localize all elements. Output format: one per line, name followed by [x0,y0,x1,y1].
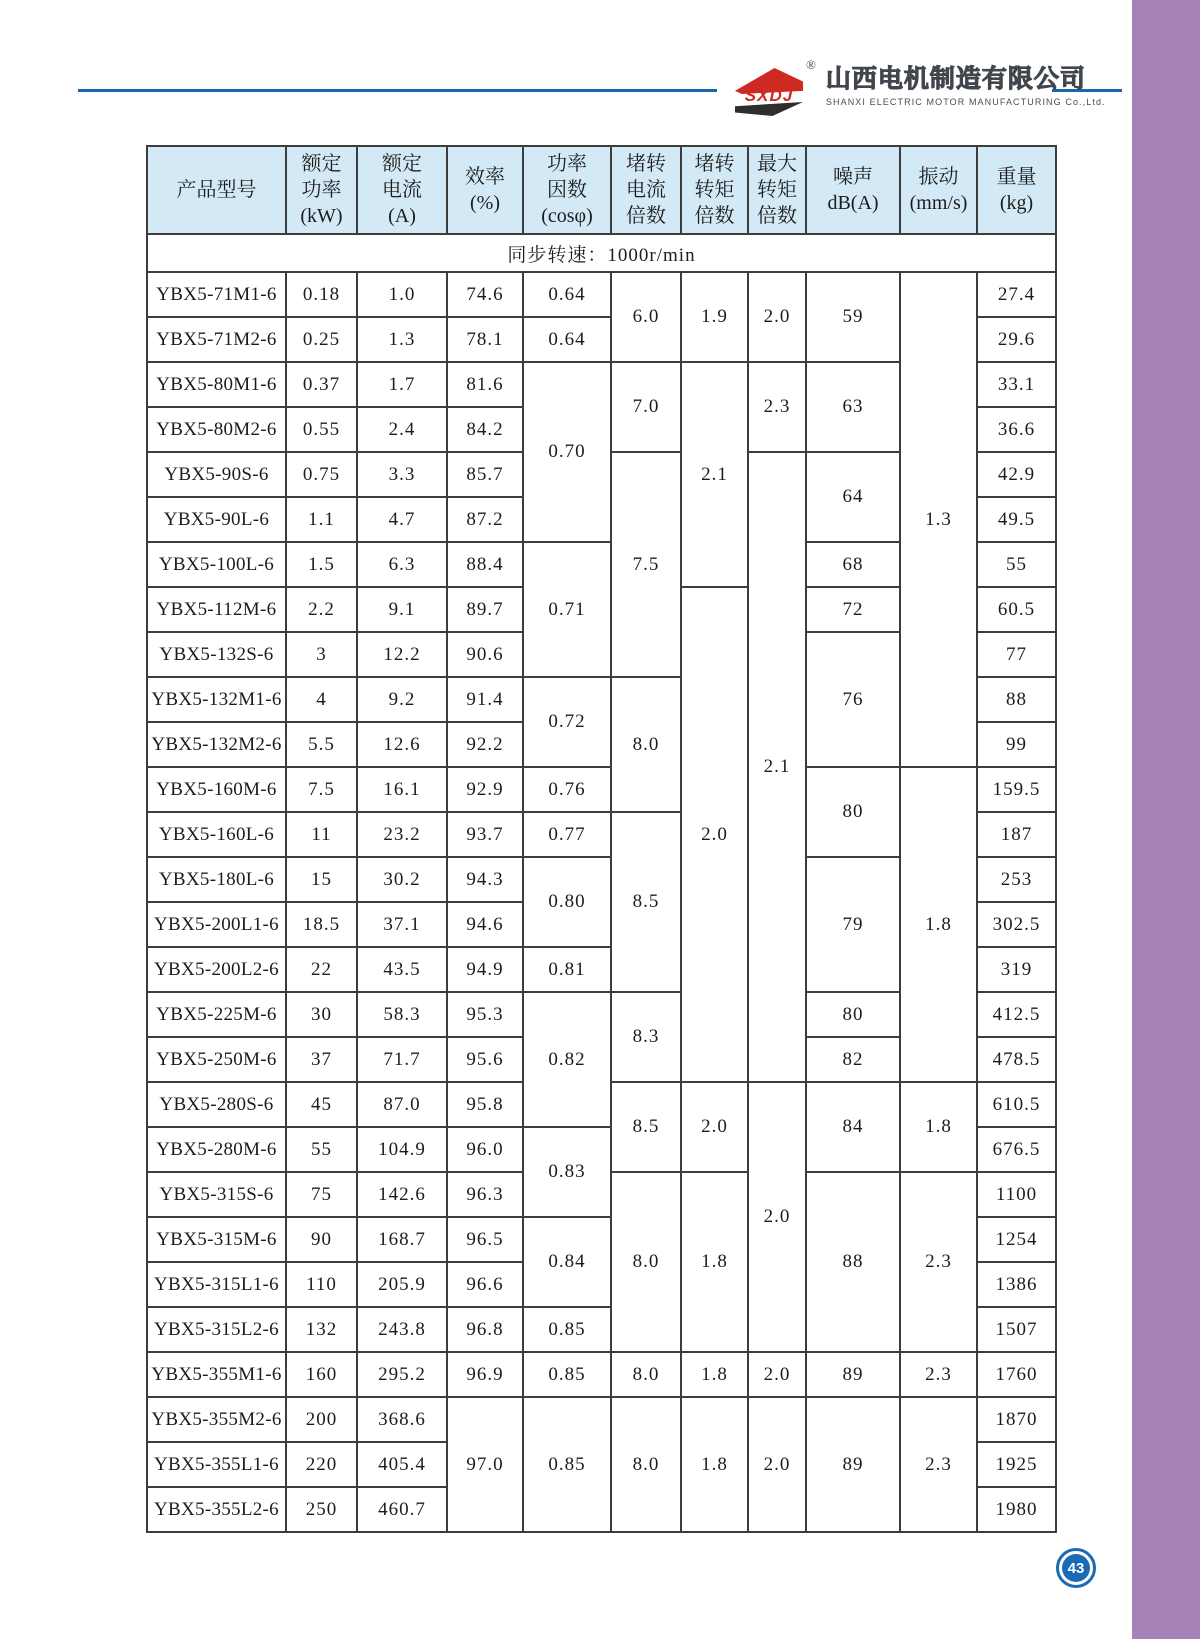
cell-weight: 159.5 [977,767,1056,812]
cell-current: 16.1 [357,767,447,812]
cell-locked_rotor_current_ratio: 8.0 [611,677,681,812]
cell-weight: 29.6 [977,317,1056,362]
cell-weight: 302.5 [977,902,1056,947]
cell-power: 37 [286,1037,357,1082]
cell-current: 9.1 [357,587,447,632]
cell-max_torque_ratio: 2.0 [748,1082,806,1352]
cell-power: 200 [286,1397,357,1442]
cell-model: YBX5-100L-6 [147,542,286,587]
cell-power: 0.55 [286,407,357,452]
cell-current: 142.6 [357,1172,447,1217]
cell-locked_rotor_torque_ratio: 1.8 [681,1172,748,1352]
cell-power: 3 [286,632,357,677]
company-name-cn: 山西电机制造有限公司 [825,65,1086,93]
cell-weight: 1100 [977,1172,1056,1217]
cell-power: 220 [286,1442,357,1487]
col-header-current: 额定 电流 (A) [357,146,447,234]
col-header-power: 额定 功率 (kW) [286,146,357,234]
cell-efficiency: 74.6 [447,272,523,317]
cell-efficiency: 90.6 [447,632,523,677]
cell-power_factor: 0.80 [523,857,611,947]
cell-efficiency: 94.6 [447,902,523,947]
company-logo [735,58,1106,120]
cell-weight: 412.5 [977,992,1056,1037]
cell-model: YBX5-80M1-6 [147,362,286,407]
motor-spec-table [146,145,1057,1533]
cell-model: YBX5-90S-6 [147,452,286,497]
cell-efficiency: 93.7 [447,812,523,857]
cell-efficiency: 84.2 [447,407,523,452]
cell-power_factor: 0.84 [523,1217,611,1307]
cell-efficiency: 87.2 [447,497,523,542]
cell-max_torque_ratio: 2.0 [748,1397,806,1532]
cell-power_factor: 0.76 [523,767,611,812]
table-row [147,767,1056,812]
cell-weight: 60.5 [977,587,1056,632]
col-header-weight: 重量 (kg) [977,146,1056,234]
cell-power: 75 [286,1172,357,1217]
cell-model: YBX5-355M2-6 [147,1397,286,1442]
cell-model: YBX5-315L1-6 [147,1262,286,1307]
cell-current: 104.9 [357,1127,447,1172]
cell-locked_rotor_torque_ratio: 1.8 [681,1352,748,1397]
cell-weight: 49.5 [977,497,1056,542]
cell-weight: 55 [977,542,1056,587]
cell-model: YBX5-355M1-6 [147,1352,286,1397]
cell-current: 12.6 [357,722,447,767]
cell-model: YBX5-132M1-6 [147,677,286,722]
cell-weight: 676.5 [977,1127,1056,1172]
cell-power_factor: 0.70 [523,362,611,542]
cell-efficiency: 96.3 [447,1172,523,1217]
cell-power_factor: 0.71 [523,542,611,677]
cell-model: YBX5-250M-6 [147,1037,286,1082]
cell-power_factor: 0.64 [523,317,611,362]
cell-model: YBX5-132S-6 [147,632,286,677]
cell-model: YBX5-71M1-6 [147,272,286,317]
cell-current: 6.3 [357,542,447,587]
purple-side-band [1132,0,1200,1639]
cell-model: YBX5-71M2-6 [147,317,286,362]
cell-noise: 63 [806,362,900,452]
header-rule-left [78,89,717,92]
cell-weight: 1925 [977,1442,1056,1487]
cell-current: 43.5 [357,947,447,992]
cell-power_factor: 0.85 [523,1397,611,1532]
cell-efficiency: 97.0 [447,1397,523,1532]
cell-noise: 80 [806,992,900,1037]
cell-efficiency: 78.1 [447,317,523,362]
cell-locked_rotor_current_ratio: 7.5 [611,452,681,677]
cell-current: 2.4 [357,407,447,452]
cell-current: 243.8 [357,1307,447,1352]
col-header-model: 产品型号 [147,146,286,234]
cell-locked_rotor_current_ratio: 8.5 [611,812,681,992]
page-number: 43 [1062,1554,1090,1582]
cell-max_torque_ratio: 2.0 [748,272,806,362]
cell-model: YBX5-80M2-6 [147,407,286,452]
cell-efficiency: 96.0 [447,1127,523,1172]
table-row [147,272,1056,317]
cell-vibration: 1.3 [900,272,977,767]
cell-noise: 88 [806,1172,900,1352]
cell-noise: 89 [806,1352,900,1397]
cell-current: 460.7 [357,1487,447,1532]
cell-current: 1.7 [357,362,447,407]
cell-efficiency: 94.9 [447,947,523,992]
cell-vibration: 1.8 [900,767,977,1082]
cell-model: YBX5-90L-6 [147,497,286,542]
cell-model: YBX5-225M-6 [147,992,286,1037]
cell-efficiency: 96.8 [447,1307,523,1352]
speed-subtitle: 同步转速：1000r/min [147,234,1056,272]
cell-efficiency: 92.9 [447,767,523,812]
cell-locked_rotor_current_ratio: 6.0 [611,272,681,362]
cell-current: 4.7 [357,497,447,542]
cell-max_torque_ratio: 2.1 [748,452,806,1082]
cell-power: 5.5 [286,722,357,767]
cell-weight: 27.4 [977,272,1056,317]
cell-weight: 1507 [977,1307,1056,1352]
cell-weight: 99 [977,722,1056,767]
cell-weight: 36.6 [977,407,1056,452]
cell-current: 87.0 [357,1082,447,1127]
cell-efficiency: 96.6 [447,1262,523,1307]
cell-noise: 76 [806,632,900,767]
cell-noise: 79 [806,857,900,992]
cell-model: YBX5-160M-6 [147,767,286,812]
cell-locked_rotor_torque_ratio: 2.1 [681,362,748,587]
cell-power: 55 [286,1127,357,1172]
cell-power: 132 [286,1307,357,1352]
cell-efficiency: 85.7 [447,452,523,497]
cell-vibration: 2.3 [900,1352,977,1397]
cell-model: YBX5-280M-6 [147,1127,286,1172]
col-header-efficiency: 效率 (%) [447,146,523,234]
cell-weight: 187 [977,812,1056,857]
cell-vibration: 1.8 [900,1082,977,1172]
cell-current: 23.2 [357,812,447,857]
cell-model: YBX5-315M-6 [147,1217,286,1262]
cell-current: 71.7 [357,1037,447,1082]
cell-power: 250 [286,1487,357,1532]
cell-power: 4 [286,677,357,722]
page-number-badge [1056,1548,1096,1588]
col-header-locked_rotor_current_ratio: 堵转 电流 倍数 [611,146,681,234]
cell-efficiency: 88.4 [447,542,523,587]
cell-model: YBX5-112M-6 [147,587,286,632]
cell-power: 110 [286,1262,357,1307]
cell-power_factor: 0.77 [523,812,611,857]
cell-power: 15 [286,857,357,902]
cell-power: 30 [286,992,357,1037]
cell-efficiency: 94.3 [447,857,523,902]
col-header-power_factor: 功率 因数 (cosφ) [523,146,611,234]
cell-power: 22 [286,947,357,992]
cell-max_torque_ratio: 2.3 [748,362,806,452]
cell-efficiency: 81.6 [447,362,523,407]
cell-power: 160 [286,1352,357,1397]
cell-noise: 59 [806,272,900,362]
cell-efficiency: 91.4 [447,677,523,722]
cell-model: YBX5-200L1-6 [147,902,286,947]
cell-noise: 84 [806,1082,900,1172]
cell-model: YBX5-280S-6 [147,1082,286,1127]
cell-model: YBX5-355L1-6 [147,1442,286,1487]
cell-power: 11 [286,812,357,857]
cell-model: YBX5-180L-6 [147,857,286,902]
cell-current: 9.2 [357,677,447,722]
cell-power_factor: 0.85 [523,1307,611,1352]
cell-efficiency: 92.2 [447,722,523,767]
cell-locked_rotor_current_ratio: 8.0 [611,1172,681,1352]
cell-locked_rotor_current_ratio: 8.3 [611,992,681,1082]
cell-weight: 33.1 [977,362,1056,407]
cell-model: YBX5-355L2-6 [147,1487,286,1532]
cell-power: 7.5 [286,767,357,812]
table-row [147,1352,1056,1397]
cell-locked_rotor_torque_ratio: 1.8 [681,1397,748,1532]
cell-power: 90 [286,1217,357,1262]
cell-current: 37.1 [357,902,447,947]
cell-locked_rotor_current_ratio: 7.0 [611,362,681,452]
cell-current: 12.2 [357,632,447,677]
cell-power: 1.5 [286,542,357,587]
cell-noise: 68 [806,542,900,587]
col-header-vibration: 振动 (mm/s) [900,146,977,234]
cell-efficiency: 89.7 [447,587,523,632]
cell-max_torque_ratio: 2.0 [748,1352,806,1397]
cell-power: 0.25 [286,317,357,362]
cell-weight: 88 [977,677,1056,722]
cell-power: 0.37 [286,362,357,407]
cell-weight: 1980 [977,1487,1056,1532]
cell-power_factor: 0.83 [523,1127,611,1217]
sxdj-logo-icon [735,68,803,116]
cell-locked_rotor_torque_ratio: 1.9 [681,272,748,362]
cell-power: 45 [286,1082,357,1127]
cell-current: 368.6 [357,1397,447,1442]
cell-current: 3.3 [357,452,447,497]
cell-model: YBX5-132M2-6 [147,722,286,767]
cell-weight: 42.9 [977,452,1056,497]
cell-weight: 478.5 [977,1037,1056,1082]
cell-noise: 64 [806,452,900,542]
cell-vibration: 2.3 [900,1397,977,1532]
col-header-locked_rotor_torque_ratio: 堵转 转矩 倍数 [681,146,748,234]
cell-weight: 319 [977,947,1056,992]
cell-current: 1.0 [357,272,447,317]
cell-noise: 82 [806,1037,900,1082]
company-name-en: SHANXI ELECTRIC MOTOR MANUFACTURING Co.,Ltd. [825,96,1106,107]
cell-efficiency: 96.5 [447,1217,523,1262]
cell-locked_rotor_current_ratio: 8.0 [611,1352,681,1397]
cell-current: 1.3 [357,317,447,362]
cell-weight: 253 [977,857,1056,902]
cell-power: 18.5 [286,902,357,947]
cell-locked_rotor_current_ratio: 8.0 [611,1397,681,1532]
cell-power: 1.1 [286,497,357,542]
col-header-max_torque_ratio: 最大 转矩 倍数 [748,146,806,234]
cell-weight: 1870 [977,1397,1056,1442]
company-name-block [826,66,1106,107]
cell-power_factor: 0.72 [523,677,611,767]
cell-weight: 1386 [977,1262,1056,1307]
col-header-noise: 噪声 dB(A) [806,146,900,234]
cell-vibration: 2.3 [900,1172,977,1352]
cell-efficiency: 95.8 [447,1082,523,1127]
cell-efficiency: 95.3 [447,992,523,1037]
motor-spec-table-wrap [146,145,1057,1533]
cell-model: YBX5-315L2-6 [147,1307,286,1352]
cell-weight: 1254 [977,1217,1056,1262]
cell-power: 0.18 [286,272,357,317]
cell-efficiency: 96.9 [447,1352,523,1397]
logo-letters: SXDJ [744,86,794,105]
cell-current: 205.9 [357,1262,447,1307]
cell-weight: 1760 [977,1352,1056,1397]
cell-locked_rotor_torque_ratio: 2.0 [681,587,748,1082]
cell-power: 0.75 [286,452,357,497]
cell-power_factor: 0.82 [523,992,611,1127]
cell-power: 2.2 [286,587,357,632]
cell-locked_rotor_current_ratio: 8.5 [611,1082,681,1172]
cell-current: 30.2 [357,857,447,902]
cell-noise: 80 [806,767,900,857]
cell-power_factor: 0.64 [523,272,611,317]
cell-model: YBX5-315S-6 [147,1172,286,1217]
cell-current: 58.3 [357,992,447,1037]
cell-noise: 72 [806,587,900,632]
cell-efficiency: 95.6 [447,1037,523,1082]
cell-weight: 610.5 [977,1082,1056,1127]
cell-locked_rotor_torque_ratio: 2.0 [681,1082,748,1172]
cell-weight: 77 [977,632,1056,677]
cell-noise: 89 [806,1397,900,1532]
cell-current: 168.7 [357,1217,447,1262]
cell-current: 405.4 [357,1442,447,1487]
table-row [147,1397,1056,1442]
registered-trademark-icon: ® [806,57,816,72]
cell-power_factor: 0.85 [523,1352,611,1397]
cell-power_factor: 0.81 [523,947,611,992]
cell-current: 295.2 [357,1352,447,1397]
cell-model: YBX5-160L-6 [147,812,286,857]
cell-model: YBX5-200L2-6 [147,947,286,992]
